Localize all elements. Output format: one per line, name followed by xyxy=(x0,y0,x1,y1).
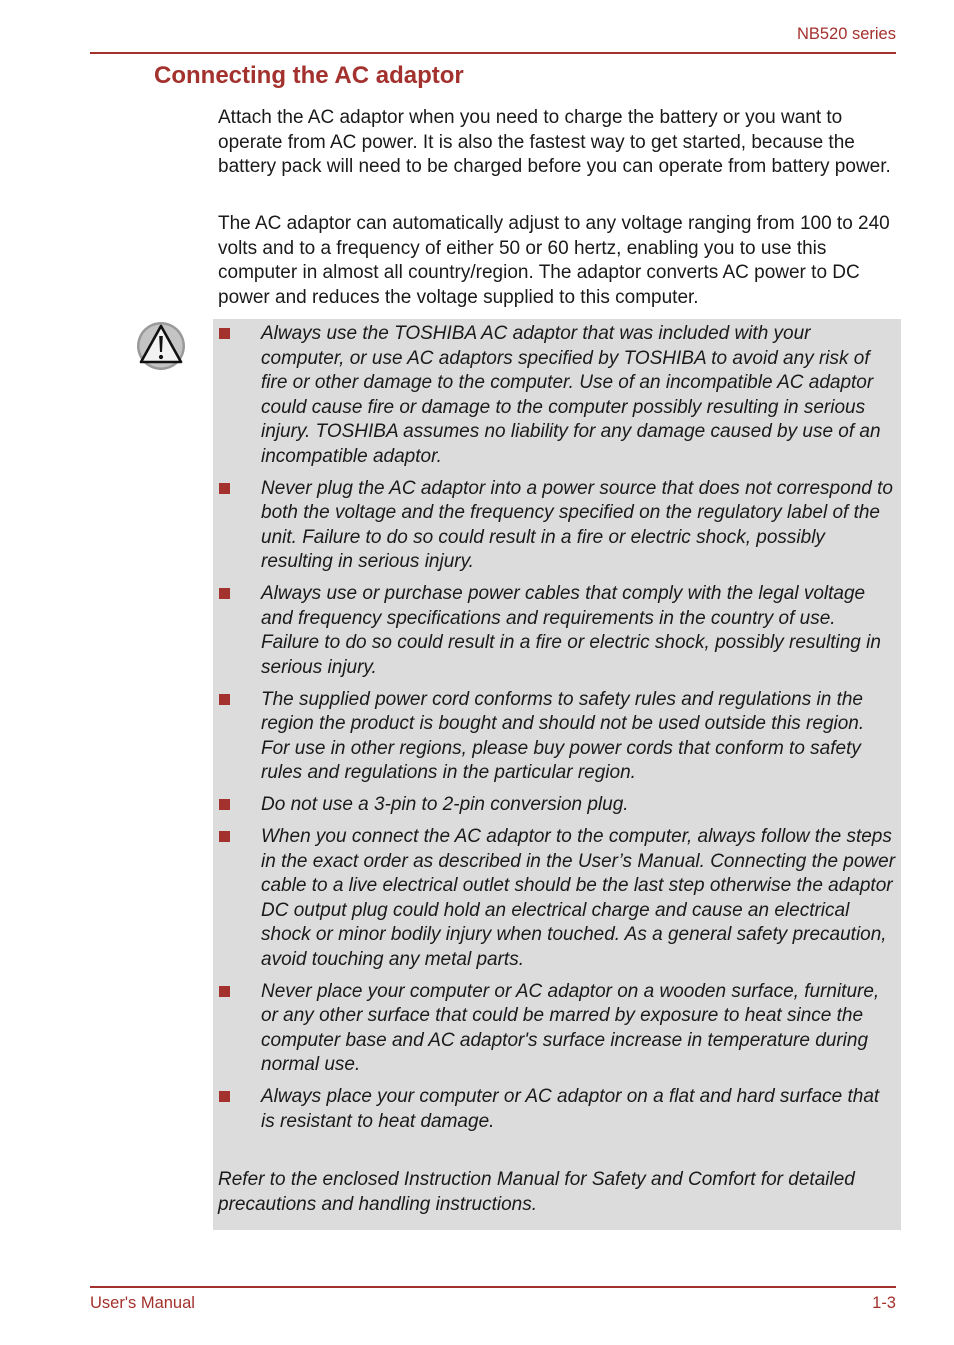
warning-item xyxy=(213,477,901,575)
bullet-square xyxy=(219,831,230,842)
warning-item-text: Always use or purchase power cables that comply with the legal voltage and frequency specifications and requirements in the country of use. Failure to do so could result in a fire or electric shock, possibly resulting in serious injury. xyxy=(261,583,881,678)
bullet-square xyxy=(219,799,230,810)
warning-item xyxy=(213,980,901,1078)
warning-item xyxy=(213,688,901,786)
footer-manual-label: User's Manual xyxy=(90,1294,195,1312)
page-number: 1-3 xyxy=(872,1294,896,1312)
bullet-square xyxy=(219,1091,230,1102)
warning-item-text: Always place your computer or AC adaptor on a flat and hard surface that is resistant to heat damage. xyxy=(261,1086,880,1132)
warning-note: Refer to the enclosed Instruction Manual for Safety and Comfort for detailed precautions and handling instructions. xyxy=(218,1169,855,1215)
warning-list xyxy=(213,322,901,1142)
warning-item-text: When you connect the AC adaptor to the computer, always follow the steps in the exact order as described in the User’s Manual. Connecting the power cable to a live electrical outlet should be the last step otherwise the adaptor DC output plug could hold an electrical charge and cause an electrical shock or minor bodily injury when touched. As a general safety precaution, avoid touching any metal parts. xyxy=(261,826,896,970)
bullet-square xyxy=(219,328,230,339)
warning-item-text: Do not use a 3-pin to 2-pin conversion plug. xyxy=(261,794,629,815)
warning-item xyxy=(213,793,901,818)
warning-item xyxy=(213,582,901,680)
warning-triangle-icon xyxy=(135,320,187,372)
warning-item-text: The supplied power cord conforms to safety rules and regulations in the region the product is bought and should not be used outside this region. For use in other regions, please buy power cords that conform to safety rules and regulations in the particular region. xyxy=(261,688,865,783)
bullet-square xyxy=(219,588,230,599)
warning-item-text: Never plug the AC adaptor into a power source that does not correspond to both the voltage and the frequency specified on the regulatory label of the unit. Failure to do so could result in a fire or electric shock, possibly resulting in serious injury. xyxy=(261,477,893,572)
footer-rule xyxy=(90,1286,896,1288)
paragraph-1: Attach the AC adaptor when you need to charge the battery or you want to operate from AC power. It is also the fastest way to get started, because the battery pack will need to be charged before you can operate from battery power. xyxy=(218,107,891,177)
header-rule xyxy=(90,52,896,54)
paragraph-2: The AC adaptor can automatically adjust to any voltage ranging from 100 to 240 volts and to a frequency of either 50 or 60 hertz, enabling you to use this computer in almost all country/region. The adaptor converts AC power to DC power and reduces the voltage supplied to this computer. xyxy=(218,213,890,308)
bullet-square xyxy=(219,694,230,705)
bullet-square xyxy=(219,483,230,494)
warning-item xyxy=(213,825,901,972)
header-series: NB520 series xyxy=(796,25,896,43)
bullet-square xyxy=(219,986,230,997)
warning-item-text: Never place your computer or AC adaptor on a wooden surface, furniture, or any other surface that could be marred by exposure to heat since the computer base and AC adaptor's surface increase in temperature during normal use. xyxy=(261,980,880,1075)
warning-item-text: Always use the TOSHIBA AC adaptor that was included with your computer, or use AC adaptors specified by TOSHIBA to avoid any risk of fire or other damage to the computer. Use of an incompatible AC adaptor could cause fire or damage to the computer possibly resulting in serious injury. TOSHIBA assumes no liability for any damage caused by use of an incompatible adaptor. xyxy=(261,323,881,467)
warning-item xyxy=(213,1085,901,1134)
warning-item xyxy=(213,322,901,469)
section-title: Connecting the AC adaptor xyxy=(154,62,464,89)
